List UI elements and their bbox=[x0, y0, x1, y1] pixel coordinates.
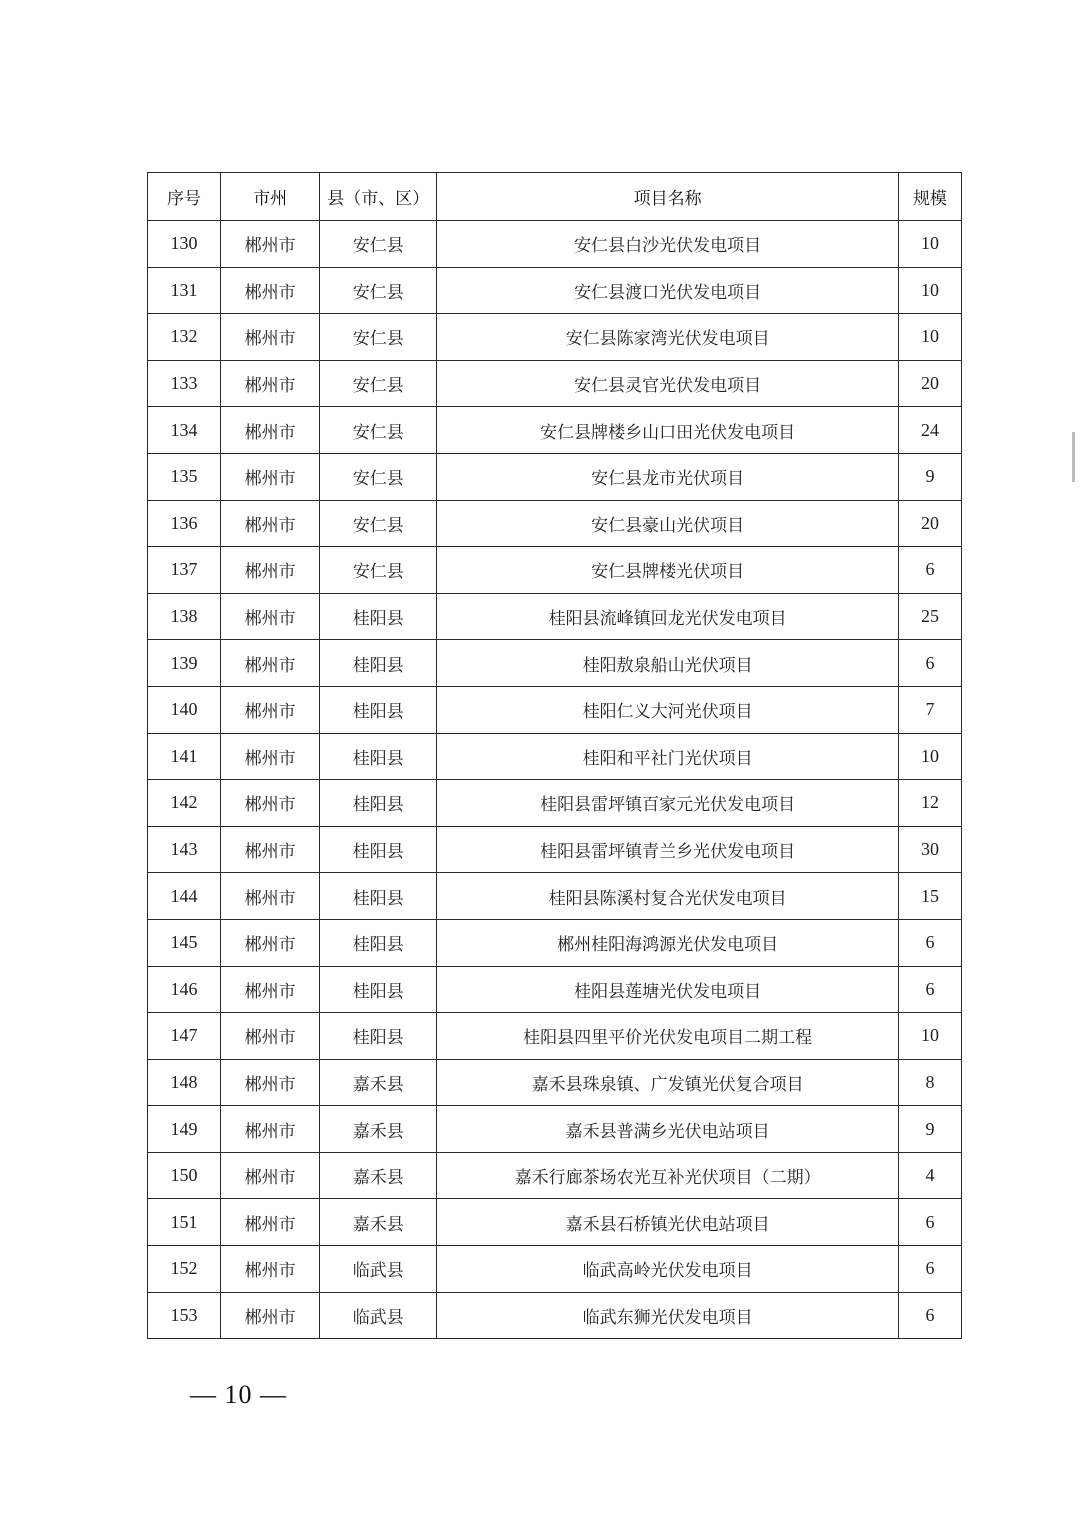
cell-seq: 136 bbox=[148, 500, 221, 547]
cell-seq: 153 bbox=[148, 1292, 221, 1339]
cell-scale: 6 bbox=[898, 547, 961, 594]
cell-county: 嘉禾县 bbox=[320, 1059, 437, 1106]
cell-city: 郴州市 bbox=[221, 593, 320, 640]
cell-scale: 6 bbox=[898, 1246, 961, 1293]
cell-city: 郴州市 bbox=[221, 780, 320, 827]
cell-project-name: 安仁县渡口光伏发电项目 bbox=[437, 267, 899, 314]
cell-scale: 6 bbox=[898, 966, 961, 1013]
cell-seq: 150 bbox=[148, 1152, 221, 1199]
cell-scale: 12 bbox=[898, 780, 961, 827]
header-seq: 序号 bbox=[148, 173, 221, 221]
table-row bbox=[148, 221, 962, 268]
cell-seq: 144 bbox=[148, 873, 221, 920]
cell-county: 安仁县 bbox=[320, 453, 437, 500]
cell-city: 郴州市 bbox=[221, 1152, 320, 1199]
cell-project-name: 安仁县白沙光伏发电项目 bbox=[437, 221, 899, 268]
table-row bbox=[148, 1246, 962, 1293]
cell-scale: 10 bbox=[898, 221, 961, 268]
header-project-name: 项目名称 bbox=[437, 173, 899, 221]
cell-city: 郴州市 bbox=[221, 221, 320, 268]
cell-seq: 140 bbox=[148, 686, 221, 733]
cell-project-name: 桂阳敖泉船山光伏项目 bbox=[437, 640, 899, 687]
cell-county: 桂阳县 bbox=[320, 873, 437, 920]
cell-county: 安仁县 bbox=[320, 314, 437, 361]
cell-seq: 148 bbox=[148, 1059, 221, 1106]
cell-city: 郴州市 bbox=[221, 966, 320, 1013]
cell-scale: 10 bbox=[898, 1013, 961, 1060]
cell-project-name: 安仁县陈家湾光伏发电项目 bbox=[437, 314, 899, 361]
cell-scale: 20 bbox=[898, 360, 961, 407]
cell-county: 临武县 bbox=[320, 1246, 437, 1293]
cell-project-name: 郴州桂阳海鸿源光伏发电项目 bbox=[437, 919, 899, 966]
cell-project-name: 临武高岭光伏发电项目 bbox=[437, 1246, 899, 1293]
cell-county: 桂阳县 bbox=[320, 826, 437, 873]
cell-county: 嘉禾县 bbox=[320, 1152, 437, 1199]
cell-seq: 131 bbox=[148, 267, 221, 314]
cell-project-name: 安仁县龙市光伏项目 bbox=[437, 453, 899, 500]
cell-seq: 130 bbox=[148, 221, 221, 268]
header-city: 市州 bbox=[221, 173, 320, 221]
table-row bbox=[148, 1013, 962, 1060]
cell-scale: 6 bbox=[898, 1199, 961, 1246]
table-row bbox=[148, 547, 962, 594]
cell-city: 郴州市 bbox=[221, 360, 320, 407]
cell-seq: 135 bbox=[148, 453, 221, 500]
cell-county: 安仁县 bbox=[320, 407, 437, 454]
cell-county: 桂阳县 bbox=[320, 919, 437, 966]
cell-project-name: 临武东狮光伏发电项目 bbox=[437, 1292, 899, 1339]
cell-seq: 149 bbox=[148, 1106, 221, 1153]
cell-county: 安仁县 bbox=[320, 547, 437, 594]
table-row bbox=[148, 453, 962, 500]
cell-scale: 8 bbox=[898, 1059, 961, 1106]
cell-scale: 10 bbox=[898, 733, 961, 780]
table-body bbox=[148, 221, 962, 1339]
table-row bbox=[148, 1292, 962, 1339]
cell-seq: 146 bbox=[148, 966, 221, 1013]
cell-county: 嘉禾县 bbox=[320, 1106, 437, 1153]
table-row bbox=[148, 1199, 962, 1246]
cell-city: 郴州市 bbox=[221, 314, 320, 361]
table-row bbox=[148, 873, 962, 920]
table-row bbox=[148, 407, 962, 454]
table-row bbox=[148, 686, 962, 733]
cell-seq: 151 bbox=[148, 1199, 221, 1246]
cell-seq: 133 bbox=[148, 360, 221, 407]
cell-project-name: 桂阳县莲塘光伏发电项目 bbox=[437, 966, 899, 1013]
cell-seq: 134 bbox=[148, 407, 221, 454]
scan-artifact bbox=[1072, 432, 1075, 482]
cell-county: 桂阳县 bbox=[320, 780, 437, 827]
cell-seq: 142 bbox=[148, 780, 221, 827]
table-row bbox=[148, 826, 962, 873]
table-header-row bbox=[148, 173, 962, 221]
cell-city: 郴州市 bbox=[221, 547, 320, 594]
cell-county: 安仁县 bbox=[320, 267, 437, 314]
cell-county: 桂阳县 bbox=[320, 686, 437, 733]
table-row bbox=[148, 919, 962, 966]
cell-seq: 143 bbox=[148, 826, 221, 873]
cell-city: 郴州市 bbox=[221, 500, 320, 547]
cell-city: 郴州市 bbox=[221, 1292, 320, 1339]
cell-scale: 10 bbox=[898, 314, 961, 361]
table-row bbox=[148, 500, 962, 547]
cell-project-name: 桂阳和平社门光伏项目 bbox=[437, 733, 899, 780]
cell-county: 安仁县 bbox=[320, 360, 437, 407]
cell-scale: 4 bbox=[898, 1152, 961, 1199]
cell-seq: 139 bbox=[148, 640, 221, 687]
cell-project-name: 嘉禾行廊茶场农光互补光伏项目（二期） bbox=[437, 1152, 899, 1199]
cell-project-name: 嘉禾县普满乡光伏电站项目 bbox=[437, 1106, 899, 1153]
cell-city: 郴州市 bbox=[221, 1199, 320, 1246]
cell-county: 桂阳县 bbox=[320, 966, 437, 1013]
table-row bbox=[148, 780, 962, 827]
project-table bbox=[147, 172, 962, 1339]
cell-county: 桂阳县 bbox=[320, 733, 437, 780]
cell-seq: 152 bbox=[148, 1246, 221, 1293]
cell-project-name: 嘉禾县石桥镇光伏电站项目 bbox=[437, 1199, 899, 1246]
table-row bbox=[148, 733, 962, 780]
table-row bbox=[148, 267, 962, 314]
cell-city: 郴州市 bbox=[221, 1246, 320, 1293]
cell-project-name: 桂阳县陈溪村复合光伏发电项目 bbox=[437, 873, 899, 920]
cell-city: 郴州市 bbox=[221, 919, 320, 966]
table-row bbox=[148, 314, 962, 361]
cell-county: 桂阳县 bbox=[320, 593, 437, 640]
cell-county: 嘉禾县 bbox=[320, 1199, 437, 1246]
cell-scale: 6 bbox=[898, 1292, 961, 1339]
table-row bbox=[148, 593, 962, 640]
cell-seq: 138 bbox=[148, 593, 221, 640]
cell-project-name: 嘉禾县珠泉镇、广发镇光伏复合项目 bbox=[437, 1059, 899, 1106]
cell-city: 郴州市 bbox=[221, 1106, 320, 1153]
cell-scale: 10 bbox=[898, 267, 961, 314]
table-row bbox=[148, 1152, 962, 1199]
cell-city: 郴州市 bbox=[221, 407, 320, 454]
cell-seq: 132 bbox=[148, 314, 221, 361]
cell-seq: 147 bbox=[148, 1013, 221, 1060]
cell-city: 郴州市 bbox=[221, 826, 320, 873]
header-scale: 规模 bbox=[898, 173, 961, 221]
cell-seq: 137 bbox=[148, 547, 221, 594]
table-row bbox=[148, 1106, 962, 1153]
header-county: 县（市、区） bbox=[320, 173, 437, 221]
cell-seq: 145 bbox=[148, 919, 221, 966]
cell-project-name: 安仁县牌楼乡山口田光伏发电项目 bbox=[437, 407, 899, 454]
table-row bbox=[148, 966, 962, 1013]
cell-project-name: 安仁县牌楼光伏项目 bbox=[437, 547, 899, 594]
cell-scale: 9 bbox=[898, 453, 961, 500]
cell-project-name: 安仁县灵官光伏发电项目 bbox=[437, 360, 899, 407]
table-row bbox=[148, 640, 962, 687]
cell-project-name: 桂阳县雷坪镇百家元光伏发电项目 bbox=[437, 780, 899, 827]
cell-scale: 7 bbox=[898, 686, 961, 733]
cell-scale: 20 bbox=[898, 500, 961, 547]
cell-city: 郴州市 bbox=[221, 640, 320, 687]
table-row bbox=[148, 360, 962, 407]
cell-city: 郴州市 bbox=[221, 1059, 320, 1106]
cell-scale: 15 bbox=[898, 873, 961, 920]
cell-seq: 141 bbox=[148, 733, 221, 780]
cell-city: 郴州市 bbox=[221, 733, 320, 780]
cell-project-name: 安仁县豪山光伏项目 bbox=[437, 500, 899, 547]
cell-county: 桂阳县 bbox=[320, 640, 437, 687]
table-row bbox=[148, 1059, 962, 1106]
cell-county: 安仁县 bbox=[320, 500, 437, 547]
cell-scale: 6 bbox=[898, 919, 961, 966]
cell-scale: 25 bbox=[898, 593, 961, 640]
cell-scale: 24 bbox=[898, 407, 961, 454]
cell-project-name: 桂阳仁义大河光伏项目 bbox=[437, 686, 899, 733]
page-number: — 10 — bbox=[190, 1380, 287, 1409]
cell-project-name: 桂阳县流峰镇回龙光伏发电项目 bbox=[437, 593, 899, 640]
cell-city: 郴州市 bbox=[221, 1013, 320, 1060]
cell-city: 郴州市 bbox=[221, 453, 320, 500]
cell-project-name: 桂阳县四里平价光伏发电项目二期工程 bbox=[437, 1013, 899, 1060]
cell-city: 郴州市 bbox=[221, 686, 320, 733]
cell-project-name: 桂阳县雷坪镇青兰乡光伏发电项目 bbox=[437, 826, 899, 873]
cell-county: 安仁县 bbox=[320, 221, 437, 268]
cell-scale: 9 bbox=[898, 1106, 961, 1153]
cell-scale: 6 bbox=[898, 640, 961, 687]
cell-county: 临武县 bbox=[320, 1292, 437, 1339]
cell-city: 郴州市 bbox=[221, 267, 320, 314]
cell-scale: 30 bbox=[898, 826, 961, 873]
cell-county: 桂阳县 bbox=[320, 1013, 437, 1060]
cell-city: 郴州市 bbox=[221, 873, 320, 920]
